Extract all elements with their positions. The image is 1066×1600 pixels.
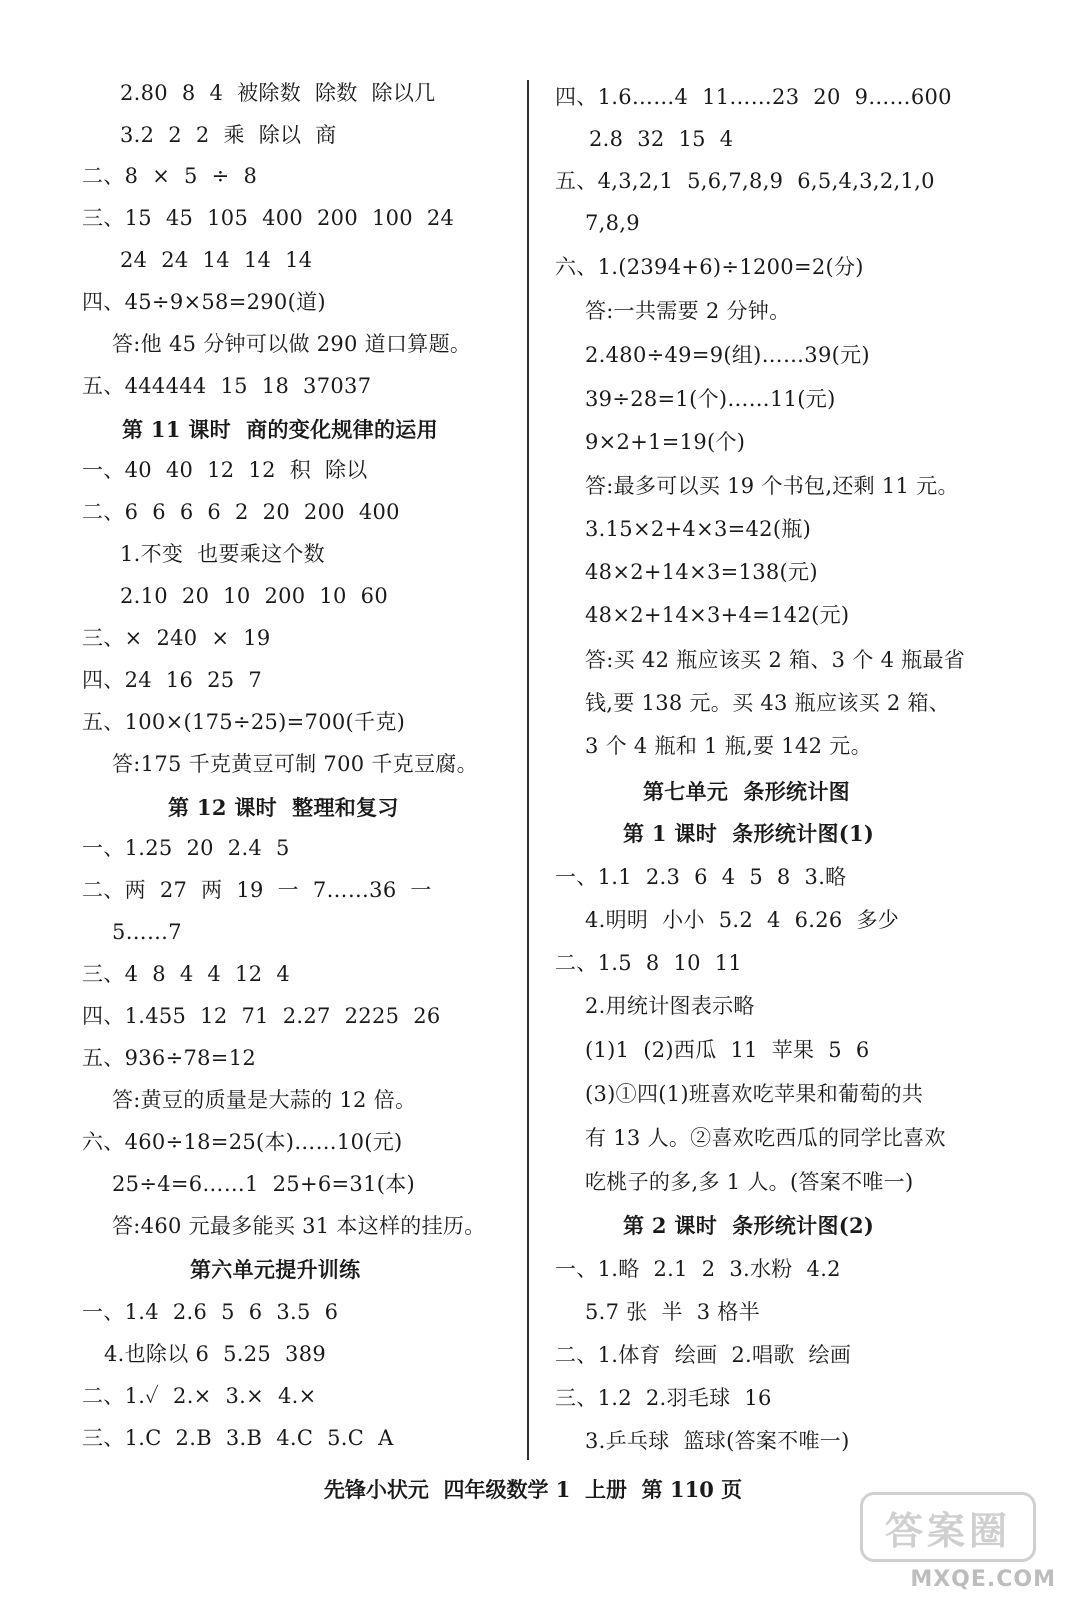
left-answer-line: 24 24 14 14 14 [120,248,313,272]
left-answer-line: 一、40 40 12 12 积 除以 [82,458,368,482]
right-answer-line: 六、1.(2394+6)÷1200=2(分) [555,255,864,279]
left-answer-line: 五、936÷78=12 [82,1046,257,1070]
left-answer-line: 三、15 45 105 400 200 100 24 [82,206,455,230]
left-answer-line: 二、8 × 5 ÷ 8 [82,164,258,188]
watermark-logo: 答案圈 [860,1492,1036,1562]
right-section-heading: 第七单元 条形统计图 [643,779,850,804]
right-answer-line: 二、1.体育 绘画 2.唱歌 绘画 [555,1343,852,1367]
watermark-url: MXQE.COM [910,1567,1056,1592]
left-answer-line: 答:460 元最多能买 31 本这样的挂历。 [112,1214,486,1238]
right-answer-line: 48×2+14×3=138(元) [585,560,818,584]
left-answer-line: 一、1.25 20 2.4 5 [82,836,290,860]
right-answer-line: 9×2+1=19(个) [585,430,746,454]
left-answer-line: 三、1.C 2.B 3.B 4.C 5.C A [82,1426,394,1450]
left-section-heading: 第 12 课时 整理和复习 [168,795,399,820]
left-answer-line: 二、两 27 两 19 一 7……36 一 [82,878,432,902]
left-answer-line: 二、6 6 6 6 2 20 200 400 [82,500,400,524]
right-answer-line: 3.15×2+4×3=42(瓶) [585,517,812,541]
right-answer-line: 5.7 张 半 3 格半 [585,1300,761,1324]
left-answer-line: 五、444444 15 18 37037 [82,374,372,398]
left-answer-line: 四、1.455 12 71 2.27 2225 26 [82,1004,441,1028]
right-answer-line: 一、1.略 2.1 2 3.水粉 4.2 [555,1257,841,1281]
left-answer-line: 5……7 [112,920,182,944]
left-answer-line: 答:黄豆的质量是大蒜的 12 倍。 [112,1088,417,1112]
page-footer: 先锋小状元 四年级数学 1 上册 第 110 页 [323,1477,743,1502]
left-section-heading: 第六单元提升训练 [190,1257,361,1282]
right-answer-line: 钱,要 138 元。买 43 瓶应该买 2 箱、 [585,691,951,715]
left-answer-line: 3.2 2 2 乘 除以 商 [120,123,337,147]
left-answer-line: 三、× 240 × 19 [82,626,271,650]
left-answer-line: 4.也除以 6 5.25 389 [104,1342,327,1366]
right-answer-line: 4.明明 小小 5.2 4 6.26 多少 [585,908,900,932]
right-answer-line: 有 13 人。②喜欢吃西瓜的同学比喜欢 [585,1126,946,1150]
right-answer-line: 四、1.6……4 11……23 20 9……600 [555,85,952,109]
right-answer-line: 答:最多可以买 19 个书包,还剩 11 元。 [585,474,959,498]
right-answer-line: 48×2+14×3+4=142(元) [585,603,850,627]
right-answer-line: 2.480÷49=9(组)……39(元) [585,343,870,367]
left-answer-line: 五、100×(175÷25)=700(千克) [82,710,406,734]
right-answer-line: 3.乒乓球 篮球(答案不唯一) [585,1429,850,1453]
right-answer-line: 三、1.2 2.羽毛球 16 [555,1386,772,1410]
column-divider [527,80,529,1460]
left-answer-line: 25÷4=6……1 25+6=31(本) [112,1172,416,1196]
left-answer-line: 2.10 20 10 200 10 60 [120,584,388,608]
left-answer-line: 1.不变 也要乘这个数 [120,542,325,566]
right-answer-line: 五、4,3,2,1 5,6,7,8,9 6,5,4,3,2,1,0 [555,169,935,193]
right-answer-line: (3)①四(1)班喜欢吃苹果和葡萄的共 [585,1082,924,1106]
left-answer-line: 答:175 千克黄豆可制 700 千克豆腐。 [112,752,478,776]
left-answer-line: 答:他 45 分钟可以做 290 道口算题。 [112,332,472,356]
left-answer-line: 2.80 8 4 被除数 除数 除以几 [120,81,436,105]
left-answer-line: 四、45÷9×58=290(道) [82,290,326,314]
right-answer-line: 一、1.1 2.3 6 4 5 8 3.略 [555,865,847,889]
left-answer-line: 六、460÷18=25(本)……10(元) [82,1130,403,1154]
right-answer-line: 7,8,9 [585,211,640,235]
right-answer-line: (1)1 (2)西瓜 11 苹果 5 6 [585,1038,870,1062]
left-answer-line: 三、4 8 4 4 12 4 [82,962,290,986]
left-answer-line: 四、24 16 25 7 [82,668,263,692]
right-answer-line: 3 个 4 瓶和 1 瓶,要 142 元。 [585,734,872,758]
right-answer-line: 2.用统计图表示略 [585,994,755,1018]
right-answer-line: 吃桃子的多,多 1 人。(答案不唯一) [585,1170,914,1194]
right-answer-line: 二、1.5 8 10 11 [555,951,743,975]
left-section-heading: 第 11 课时 商的变化规律的运用 [122,417,438,442]
right-answer-line: 答:一共需要 2 分钟。 [585,299,791,323]
right-answer-line: 2.8 32 15 4 [589,127,734,151]
right-section-heading: 第 1 课时 条形统计图(1) [623,821,875,846]
right-answer-line: 答:买 42 瓶应该买 2 箱、3 个 4 瓶最省 [585,648,966,672]
left-answer-line: 一、1.4 2.6 5 6 3.5 6 [82,1300,339,1324]
right-answer-line: 39÷28=1(个)……11(元) [585,387,836,411]
right-section-heading: 第 2 课时 条形统计图(2) [623,1213,875,1238]
left-answer-line: 二、1.✓ 2.× 3.× 4.× [82,1384,317,1408]
